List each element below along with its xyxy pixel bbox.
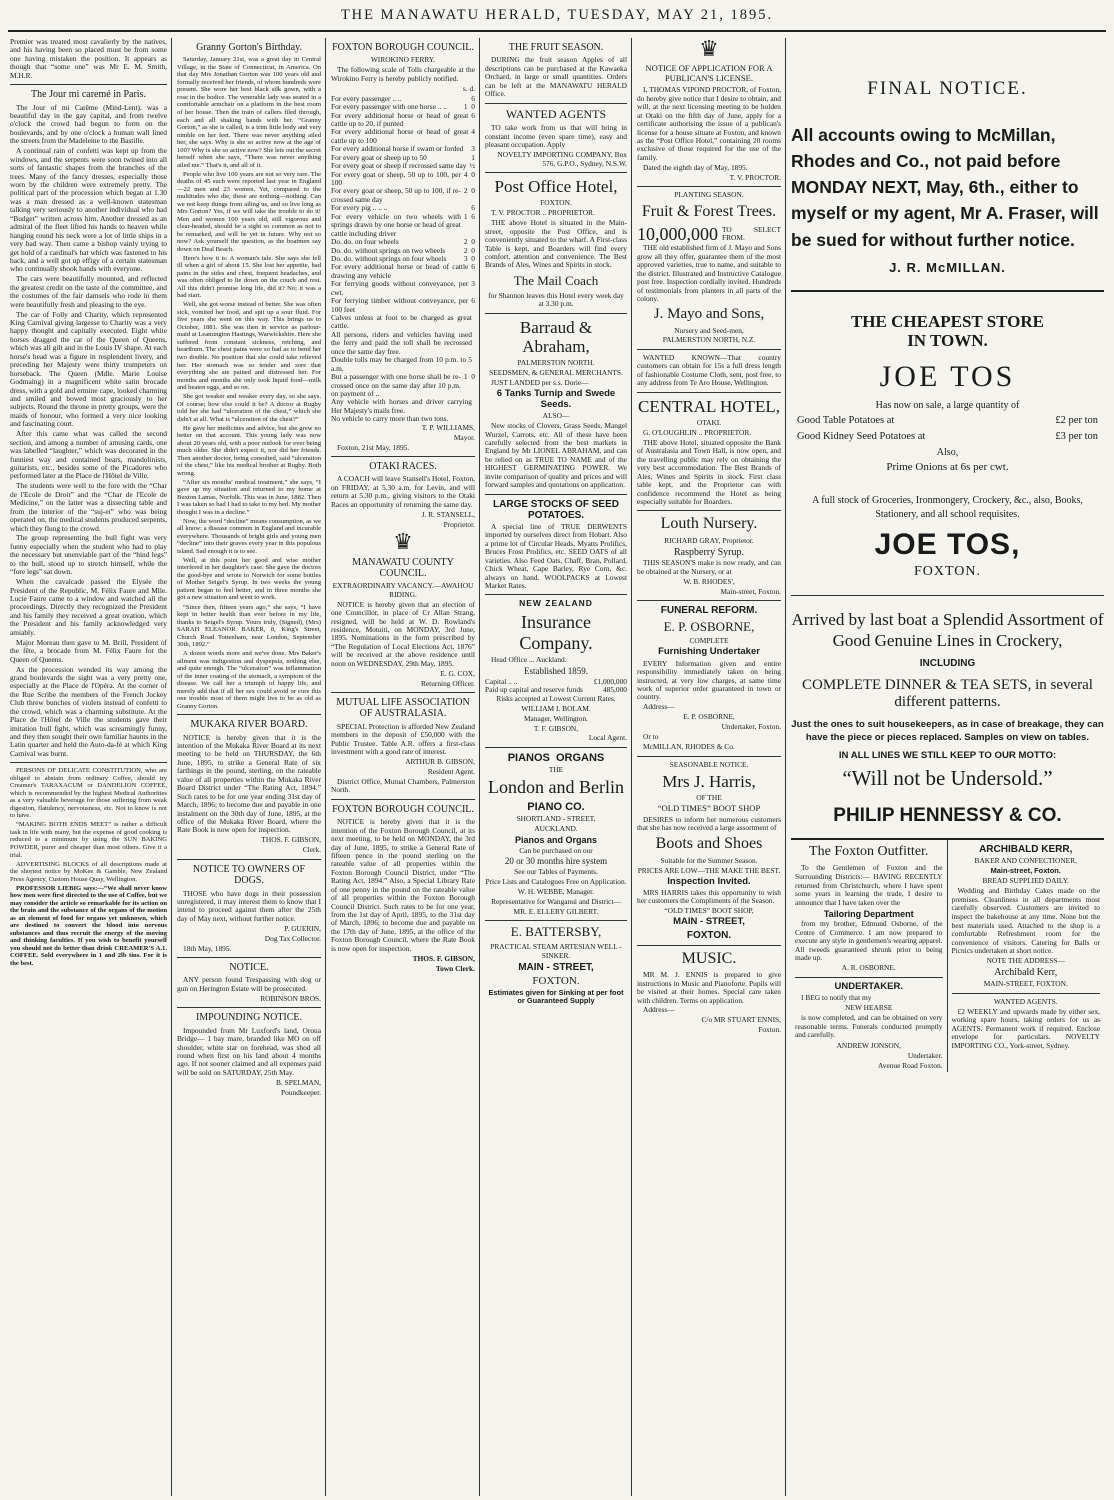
toll-row (331, 297, 475, 314)
toll-price: 3 (471, 144, 475, 154)
town: FOXTON. (532, 974, 580, 987)
advert-heading: FUNERAL REFORM. (660, 605, 758, 617)
signature: J. R. McMILLAN. (889, 259, 1006, 275)
advert-subheading: INCLUDING (919, 658, 976, 670)
advert-heading: Fruit & Forest Trees. (641, 202, 777, 220)
signature-role: Returning Officer. (420, 678, 475, 688)
toll-price: 4 0 (463, 169, 475, 179)
signature: T. F. GIBSON, (533, 723, 579, 733)
signature: E. P. OSBORNE, (683, 712, 735, 722)
notice-heading: NOTICE. (229, 962, 269, 974)
column-6 (787, 38, 1108, 1496)
advert-heading: JOE TOS, (874, 527, 1021, 561)
advert-heading: JOE TOS (879, 360, 1016, 394)
signature: NOVELTY IMPORTING COMPANY, Box 576, G.P.O., Sydney, N.S.W. (497, 150, 627, 168)
date: 18th May, 1895. (183, 943, 232, 953)
advert-text: OF THE (696, 793, 722, 803)
signature: WILLIAM I. BOLAM. (521, 703, 591, 713)
toll-item: But a passenger with one horse shall be re-crossed once on the same day after 10 p.m. on payment of .. (331, 372, 461, 398)
advert-text: JUST LANDED per s.s. Dorie— (491, 378, 589, 388)
advert-heading: CENTRAL HOTEL, (638, 396, 780, 416)
advert-text: Can be purchased on our (519, 845, 593, 855)
toll-price (472, 331, 475, 356)
toll-price: 1 6 (463, 211, 475, 221)
advert-subheading: SEEDSMEN, & GENERAL MERCHANTS. (489, 368, 623, 378)
toll-price: 2 0 (463, 245, 475, 255)
signature-role: Town Clerk. (435, 963, 475, 973)
town: FOXTON. (540, 198, 572, 208)
toll-item: For every goat or sheep, 50 up to 100, if re-crossed same day (331, 186, 461, 204)
toll-item: For every vehicle on two wheels with springs drawn by one horse or head of great cattle including driver (331, 211, 461, 238)
price-label: Good Kidney Seed Potatoes at (797, 431, 926, 443)
advert-text: Or to (643, 732, 659, 742)
toll-row (331, 171, 475, 188)
toll-item: For every passenger .. .. (331, 93, 402, 103)
advert-text: A full stock of Groceries, Ironmongery, Crockery, &c., also, Books, Stationery, and all school requisites. (812, 494, 1083, 520)
toll-price: 3 0 (463, 253, 475, 263)
notice-heading: FOXTON BOROUGH COUNCIL. (332, 803, 474, 815)
paragraph: After this came what was called the second section, and among a number of amusing cards, one was labelled “laughter,” which was decorated in the funniest way and contained bears, mandolinists, guitarists, etc., besides some of the Picadores who performed later at the Place de l'Hôtel de Ville. (10, 429, 167, 481)
big-number: 10,000,000 (637, 223, 718, 244)
final-notice-text: All accounts owing to McMillan, Rhodes and Co., not paid before MONDAY NEXT, May, 6th., either to myself or my agent, Mr A. Fraser, will be sued for without further notice. (791, 124, 1099, 250)
notice-heading: NOTICE TO OWNERS OF DOGS. (192, 863, 306, 887)
advert-label: SEASONABLE NOTICE. (669, 759, 749, 769)
outfitter-advert (791, 840, 948, 1071)
paragraph: When the cavalcade passed the Elysée the President of the Republic, M. Félix Faure and Mlle. Lucie Faure came to a window and watched all the proceedings. Directly they recognized the President and his family they received a great ovation, which the President and his family acknowledged very amiably. (10, 577, 167, 637)
signature: B. SPELMAN, (276, 1077, 321, 1087)
toll-item: For every additional horse if swam or forded (331, 144, 464, 154)
paragraph: The car of Folly and Charity, which represented King Carnival giving largesse to Charity was a very happy thought and capitally executed. Eight white horses dragged the car of the Queen of Queens, which was all gilt and in the Louis IV shape. At each horse's head was a figure in resplendent livery, and preceding her Majesty were thirty trumpeters on horseback. The Queen (Mdle. Marie Louise Godmaing) in a magnificent white satin brocade dress, with a gold and ermine cape, looked charming and smiled and bowed most graciously to her subjects. Round the throne in pretty groups, were the maids of honour, who formed a very nice looking and fascinating court. (10, 309, 167, 429)
advert-subheading: Nursery and Seed-men, (674, 325, 744, 335)
advert-subheading: COMPLETE (689, 636, 729, 646)
advert-text: Estimates given for Sinking at per foot or Guaranteed Supply (488, 987, 624, 1005)
advert-heading: THE FRUIT SEASON. (508, 42, 604, 53)
signature: A. R. OSBORNE. (841, 963, 896, 973)
toll-price: 4 (471, 127, 475, 137)
paragraph: The students were well to the fore with the “Char de l'Ecole de Droit” and the “Char de l'Ecole de Medicine,” on the latter was a dissecting table and from the interior of the “suj-et” who was being operated on, the medical students produced serpents, which they flung to the crowd. (10, 481, 167, 533)
advert-text: TO take work from us that will bring in constant income (even spare time), easy and pleasant occupation. Apply (485, 123, 627, 150)
advert-text: Head Office ... Auckland. (491, 655, 567, 665)
toll-row (331, 280, 475, 297)
advert-heading: ARCHIBALD KERR, (979, 844, 1073, 856)
advert-heading: E. BATTERSBY, (510, 924, 602, 940)
paragraph: Well, she got worse instead of better. She was often sick, vomited her food, and spit up a sour fluid. For five years she went on this way. This brings us to October, 1881. She was then in service as parlour-maid at Leamington Hastings, Warwickshire. Here she suffered from constant sickness, retching, and heartburn. The chest pains were so bad as to bend her two double. No position that she could take relieved her. Her stomach was so tender and sore that everything she ate pained and distressed her. For months and months she only took liquid food—milk and beaten eggs, and so on. (177, 301, 322, 392)
address: District Office, Mutual Chambers, Palmerston North. (331, 776, 475, 795)
signature: ANDREW JONSON, (836, 1040, 901, 1050)
advert-heading: LARGE STOCKS OF SEED POTATOES. (493, 498, 619, 522)
advert-heading: Arrived by last boat a Splendid Assortment of Good Genuine Lines in Crockery, (791, 610, 1104, 650)
signature: C/o MR STUART ENNIS, (701, 1015, 781, 1025)
advert-text: NOTE THE ADDRESS— (986, 956, 1065, 966)
address: MAIN-STREET, FOXTON. (983, 979, 1068, 989)
proprietor: RICHARD GRAY, Proprietor. (664, 535, 754, 545)
signature-role: Undertaker. (907, 1050, 943, 1060)
paragraph: She got weaker and weaker every day, so she says. Of course; how else could it be? A doctor at Rugby told her she had “ulceration of the chest,” which she didn't at all. What is “ulceration of the chest?” (177, 393, 321, 423)
advert-heading: WANTED AGENTS. (993, 996, 1058, 1006)
advert-subheading: PRACTICAL STEAM ARTESIAN WELL - SINKER. (490, 942, 622, 960)
paragraph: “After six months' medical treatment,” she says, “I gave up my situation and returned to my home at Buxton Lamas, Norfolk. This was in June, 1882. Then I was taken so bad I had to take to my bed. My mother thought I was in a decline.” (177, 478, 321, 516)
advert-heading: PHILIP HENNESSY & CO. (833, 804, 1062, 826)
column-4 (481, 38, 631, 1496)
notice-text: THOSE who have dogs in their possession unregistered, it may interest them to know that I intend to proceed against them after the 25th day of May next, without further notice. (177, 888, 321, 923)
notice-text: SPECIAL Protection is afforded New Zealand members in the deposit of £50,000 with the Public Trustee. Table A.R. offers a first-class investment with a good rate of interest. (331, 721, 475, 757)
advert-subheading: Inspection Invited. (667, 875, 751, 887)
advert-heading: MUSIC. (681, 949, 737, 967)
address: Main-street, Foxton. (990, 866, 1061, 876)
signature: ARTHUR B. GIBSON, (405, 757, 475, 767)
advert-text: “OLD TIMES” BOOT SHOP, (664, 906, 754, 916)
notice-heading: OTAKI RACES. (369, 461, 437, 473)
reserve-value: 485,000 (602, 685, 627, 695)
advert-text: Price Lists and Catalogues Free on Application. (485, 877, 627, 887)
advert: PERSONS OF DELICATE CONSTITUTION, who are obliged to abstain from ordinary Coffee, should try Creamer's TARAXACUM or DANDELION COFFEE, which is recommended by the highest Medical Authorities as a very valuable beverage for those suffering from weak digestion, flatulency, nervousness, etc. Not to know is not to have. (10, 767, 167, 820)
toll-row (331, 213, 475, 238)
toll-price: ½ (469, 161, 475, 171)
column-rule (171, 38, 172, 1496)
intro-paragraph: Premier was treated most cavalierly by the natives, and his having been so placed must be from some one having mistaken the position. It appears as though that “some one” was Mr E. M. Smith, M.H.R. (10, 38, 167, 80)
masthead (8, 6, 1106, 32)
advert-text: TO SELECT FROM. (722, 224, 781, 243)
toll-price: 6 (471, 203, 475, 213)
column-5 (633, 38, 785, 1496)
signature: MR. E. ELLERY GILBERT. (513, 906, 599, 916)
toll-item: For every goat or sheep, 50 up to 100, per 100 (331, 169, 461, 188)
address: Address— (643, 702, 675, 712)
signature: J. R. STANSELL, (421, 509, 475, 519)
signature: McMILLAN, RHODES & Co. (643, 742, 735, 752)
toll-row (331, 331, 475, 356)
notice-heading: MANAWATU COUNTY COUNCIL. (352, 556, 454, 579)
column-rule (325, 38, 326, 1496)
advert-text: MRS HARRIS takes this opportunity to wish her customers the Compliments of the Season. (637, 887, 781, 906)
signature-role: Proprietor. (443, 519, 475, 529)
advert-text: IN ALL LINES WE STILL KEEP TO OUR MOTTO: (838, 750, 1057, 762)
toll-price: 2 0 (463, 186, 475, 196)
town: PALMERSTON NORTH. (517, 358, 595, 368)
capital-value: £1,000,000 (593, 676, 627, 686)
notice-subheading: EXTRAORDINARY VACANCY.—AWAHOU RIDING. (332, 581, 474, 599)
paragraph: Well, at this point her good and wise mother interfered in her daughter's case. She gave the doctors the good-bye and wrote to Norwich for some bottles of Mother Seigel's Syrup. In two weeks the young patient began to feel better, and in three months she got a new situation and went to work. (177, 556, 321, 602)
town: FOXTON. (913, 563, 982, 579)
advert-text: ALSO— (542, 411, 570, 421)
advert-text: THE above Hotel, situated opposite the Bank of Australasia and Town Hall, is now open, and the travelling public may rely on obtaining the very best accommodation. The Best Brands of Ales, Wines and Spirits in stock. First class table kept, and the Proprietor can with confidence recommend the Hotel as being especially suitable for Boarders. (637, 437, 781, 506)
advert-text: DURING the fruit season Apples of all descriptions can be purchased at the Kawaeka Orchard, in large or small quantities. Orders can be left at the MANAWATU HERALD Office. (485, 55, 627, 99)
advert-text: DESIRES to inform her numerous customers that she has now received a large assortment of (637, 814, 781, 833)
royal-crest-icon: ♛ (393, 528, 413, 554)
paragraph: A continual rain of confetti was kept up from the windows, and the serpents were soon twined into all sorts of fantastic shapes from the branches of the trees. Many of the fancy dresses, especially those worn by the children were extremely pretty. The political part of the procession which began at 1.30 was a man dressed as a well-known statesman talking very seriously to another individual who had “Budget” written across him. Another dressed as an admiral of the fleet lifted his hands to heaven while hanging round his neck were a lot of little ships in a very bad way. Then came a bishop vainly trying to get hold of a cardinal's hat which was fastened to his back, and a well got up effigy of a certain statesman who continually shook hands with everyone. (10, 146, 167, 274)
notice-text: NOTICE is hereby given that an election of one Councillor, in place of Cr Allan Strang, resigned, will be held at W. D. Rowland's residence, Motuiti, on MONDAY, 3rd June, 1895. Nominations in the form prescribed by “The Regulation of Local Elections Act, 1876” will be received at the above residence until noon on WEDNESDAY, 29th May, 1895. (331, 599, 475, 668)
advert-text: Established 1859. (524, 666, 588, 677)
advert-subheading: NEW HEARSE (845, 1003, 893, 1013)
town: PALMERSTON NORTH, N.Z. (662, 335, 756, 345)
toll-item: For every additional horse or head of great cattle up to 100 (331, 127, 469, 145)
paragraph: As the procession wended its way among the grand boulevards the sight was a very pretty one, especially at the Place de l'Opéra. At the corner of the Rue Scribe the members of the French Jockey Club threw bunches of violets instead of confetti to the crowd, which was a charming substitute. At the Place de l'Hôtel de Ville the students gave their imitation bull fight, which was screamingly funny, and they then sought their own familiar haunts in the Latin quarter and held the Auto-da-fé at which King Carnival was burnt. (10, 664, 167, 758)
toll-row (331, 373, 475, 398)
toll-item: For every passenger with one horse .. .. (331, 102, 447, 112)
signature-role: Mayor. (453, 432, 475, 442)
signature: W. H. WEBBE, Manager. (517, 887, 595, 897)
paragraph: Now, the word “decline” means consumption, as we all know: a disease common in England and incurable everywhere. Thousands of bright girls and young men “decline” into their graves every year in this populous island. Sad enough it is to see. (177, 517, 321, 555)
address: Avenue Road Foxton. (877, 1060, 943, 1070)
advert-text: for Shannon leaves this Hotel every week day at 3.30 p.m. (488, 290, 624, 309)
advert-heading: Mrs J. Harris, (662, 772, 756, 791)
signature-role: Undertaker, Foxton. (721, 722, 781, 732)
town: Foxton. (758, 1025, 781, 1035)
advert-text: WANTED KNOWN—That country customers can obtain for 15s a full dress length of fashionable Costume Cloth, sent, post free, to any address from Te Aro House, Wellington. (637, 352, 781, 388)
reserve-label: Paid up capital and reserve funds (485, 685, 583, 695)
paragraph: He gave her medicines and advice, but she grew no better on that account. This young lady was now about 20 years old, with a poor outlook for ever being much older. She didn't expect it, nor did her friends. Then another doctor, being consulted, said “ulceration of the chest,” like his medical brother at Rugby. Both wrong. (177, 424, 321, 477)
date: Dated the eighth day of May, 1895. (643, 162, 748, 172)
advert-text: Suitable for the Summer Season. (660, 855, 758, 865)
paragraph: People who live 100 years are not so very rare. The deaths of 45 such were reported last year in England—22 men and 23 women. Yet, compared to the multitudes who die, these are nothing—nothing. Can we not keep things from ailing us, and so live long as Mrs Gorton? Yes, if we will take the trouble to do it! Men and women 100 years old, still vigorous and clear-headed, should be a sight so common as not to be remarked, and will be yet in future. Why not so now? Ask yourself the question, as the boatmen say down on Deal Beach. (177, 170, 321, 253)
toll-price: 3 (471, 279, 475, 289)
capital-label: Capital .. .. (485, 676, 518, 686)
advert-subheading: “OLD TIMES” BOOT SHOP (657, 803, 761, 814)
advert: “MAKING BOTH ENDS MEET” is rather a difficult task in life with many, but the expense of good cooking is reduced to a minimum by using the SUN BAKING POWDER, purer and cheaper than most others. Give it a trial. (10, 821, 167, 859)
signature: W. B. RHODES', (683, 576, 735, 586)
address: MAIN - STREET, (673, 916, 745, 928)
toll-item: For ferrying goods without conveyance, per cwt. (331, 279, 469, 297)
baker-advert (948, 840, 1105, 1071)
advert-subheading: Raspberry Syrup. (674, 546, 744, 558)
advert-text: Also, (936, 447, 959, 459)
advert: PROFESSOR LIEBIG says:—“We shall never know how men were first directed to the use of Coffee, but we may consider the article so remarkable for its action on the brain and the substance of the organs of the motion as an element of food for organs yet unknown, which are destined to convert the blood into nervous substances and thus recruit the energy of the moving and thinking faculties. If you wish to benefit yourself you should not do better than drink CREAMER'S A.1. COFFEE. Sold everywhere in 1 and 2lb tins. For it is the best. (10, 884, 167, 967)
signature: THOS. F. GIBSON, (261, 835, 321, 845)
toll-price: 6 (471, 296, 475, 306)
signature: T. V. PROCTOR. (729, 172, 781, 182)
toll-table (331, 95, 475, 424)
toll-item: For every pig .. .. .. (331, 203, 388, 213)
price-value: £2 per ton (1055, 414, 1098, 426)
advert-heading: Boots and Shoes (655, 835, 763, 853)
advert-heading: Post Office Hotel, (494, 176, 618, 196)
toll-item: No vehicle to carry more than two tons. (331, 414, 449, 424)
column-rule (479, 38, 480, 1496)
toll-row (331, 398, 475, 415)
toll-price: 6 (471, 262, 475, 272)
advert-heading: London and Berlin (488, 777, 624, 798)
column-3 (327, 38, 479, 1496)
advert-text: Risks accepted at Lowest Current Rates. (496, 693, 616, 703)
advert-text: EVERY Information given and entire responsibility immediately taken on being instructed, at very low charges, at same time work of superior order guaranteed in town or country. (637, 658, 781, 702)
advert-text: Wedding and Birthday Cakes made on the premises. Cleanliness in all departments most carefully observed. Customers are invited to inspect the bakehouse at any time. None but the best materials used. Attached to the shop is a comfortable Refreshment room for the convenience of visitors. Catering for Balls or Picnics undertaken at short notice. (951, 886, 1100, 956)
advert-label: PLANTING SEASON. (674, 190, 744, 200)
toll-row (331, 263, 475, 280)
advert-subheading: BAKER AND CONFECTIONER, (974, 856, 1077, 866)
paragraph: Major Moreau then gave to M. Brill, President of the fête, a brocade from M. Félix Faure for the Queen of Queens. (10, 637, 167, 664)
toll-item: For every goat or sheep if recrossed same day (331, 161, 467, 171)
advert-text: Representative for Wanganui and District— (491, 897, 621, 907)
toll-item: Calves unless at foot to be charged as great cattle. (331, 313, 472, 331)
toll-row (331, 112, 475, 129)
advert-subheading: Furnishing Undertaker (658, 646, 760, 658)
town: OTAKI. (696, 418, 722, 428)
advert-text: 20 or 30 months hire system (504, 856, 608, 867)
advert-text: To the Gentlemen of Foxton and the Surrounding Districts:— HAVING RECENTLY returned from Christchurch, where I have spent some years in learning the trade, I desire to announce that I have taken over the (795, 863, 943, 907)
notice-text: ANY person found Trespassing with dog or gun on Herington Estate will be prosecuted. (177, 975, 321, 993)
notice-text: I, THOMAS VIPOND PROCTOR, of Foxton, do hereby give notice that I desire to obtain, and will, at the next licensing meeting to be holden at Otaki on the fifth day of June, apply for a certificate authorising the issue of a publican's license for a house situate at Foxton, and known as the “Post Office Hotel,” containing 20 rooms exclusive of those required for the use of the family. (637, 85, 781, 162)
notice-heading: IMPOUNDING NOTICE. (195, 1012, 303, 1024)
notice-text: NOTICE is hereby given that it is the intention of the Mukaka River Board at its next meeting to be held on THURSDAY, the 6th June, 1895, to strike a General Rate of six farthings in the pound, sterling, on the rateable value of all properties within the Mukaka River Board District under “The Rating Act, 1894.” Such rates to be for one year ending 31st day of March, 1896; to become due and payable in one instalment on the 30th day of June, 1895, at the office of the Mukaka River Board, where the Rate Book is now open for inspection. (177, 732, 321, 835)
signature: Archibald Kerr, (994, 967, 1058, 979)
paragraph: Saturday, January 21st, was a great day in Central Village, in the State of Connecticut, in America. On that day Mrs Jonathan Gorton was 100 years old and formally received her friends, of whom hundreds were present. She wore her best black silk gown, with a rose in the bodice. The venerable lady was seated in a comfortable armchair on a platform in the best room of her house. Then the train of callers filed through, each and all shaking hands with her. “Granny Gorton,” as she is called, is a trim little body and very nimble on her feet. There was never anything ailed her, she says. Why is she so active now at the age of 100? Why is she so active now? She lets out the secret herself when she says, “There was never anything ailed me.” That's it, and all of it. (177, 56, 321, 169)
address: Address— (643, 1005, 675, 1015)
notice-text: NOTICE is hereby given that it is the intention of the Foxton Borough Council, at its next meeting, to be held on MONDAY, the 3rd day of June, 1895, to strike a General Rate of fifteen pence in the pound sterling on the rateable value of all properties within the Foxton Borough Council District, under “The Rating Act, 1894.” Also, a Special Library Rate of one penny in the pound on the rateable value of all properties within the Foxton Borough Council District. Such rates to be for one year, from the 1st day of April, 1895, to the 31st day of March, 1896; to become due and payable on the 17th day of June, 1895, at the office of the Foxton Borough Council, where the Rate Book is now open for inspection. (331, 817, 475, 953)
advert-heading: UNDERTAKER. (834, 981, 903, 992)
signature-role: Local Agent. (588, 733, 627, 743)
advert-heading: Barraud & Abraham, (519, 317, 593, 356)
advert-heading: WANTED AGENTS (505, 106, 607, 121)
toll-price (472, 356, 475, 373)
toll-item: For every additional horse or head of cattle drawing any vehicle (331, 262, 469, 280)
notice-subheading: WIROKINO FERRY. (370, 55, 436, 65)
address: MAIN - STREET, (518, 961, 594, 973)
advert-text: THE (548, 764, 564, 774)
toll-price: 1 0 (463, 372, 475, 382)
signature-role: Poundkeeper. (280, 1087, 321, 1097)
toll-item: Do. do. without springs on two wheels (331, 245, 446, 255)
advert-text: A special line of TRUE DERWENTS imported by ourselves direct from Hobart. Also a prime lot of Circular Heads, Myatts Prolifics, Bruces Frost Prolifics, etc. SEED OATS of all varieties. Also Feed Oats, Chaff, Bran, Pollard, Chick Wheat, Cape Barley, Rye Corn, &c. always on hand. WOOLPACKS at Lowest Market Rates. (485, 521, 627, 590)
toll-item: Do. do. on four wheels (331, 237, 399, 247)
toll-row (331, 128, 475, 145)
final-notice-heading: FINAL NOTICE. (867, 78, 1028, 99)
notice-heading: NOTICE OF APPLICATION FOR A PUBLICAN'S LICENSE. (645, 63, 773, 83)
toll-price: 1 0 (463, 102, 475, 112)
advert-text: Has now on sale, a large quantity of (875, 399, 1020, 411)
advert-heading: The Foxton Outfitter. (809, 844, 929, 860)
advert-heading: Insurance Company. (519, 612, 593, 653)
signature-role: Clerk. (302, 845, 321, 855)
notice-text: The following scale of Tolls chargeable at the Wirokino Ferry is hereby publicly notified. (331, 65, 475, 83)
paragraph: The cars were beautifully mounted, and reflected the greatest credit on the taste of the committee, and the costumes of the fair damsels who rode in them were beautifully fresh and pleasing to the eye. (10, 274, 167, 309)
advert-text: MR M. J. ENNIS is prepared to give instructions in Music and Pianoforte. Pupils will be visited at their homes. Special care taken with children. Terms on application. (637, 970, 781, 1005)
paragraph: Here's how it is: A woman's tale. She says she fell ill when a girl of about 15. She lost her appetite, had pains in the sides and chest, frequent headaches, and was often obliged to lie down on the couch and rest. All this didn't promise long life, did it? No; it was a bad start. (177, 254, 321, 300)
advert-heading: E. P. OSBORNE, (663, 618, 755, 634)
signature: THOS. F. GIBSON, (412, 953, 475, 963)
advert-subheading: Tailoring Department (823, 908, 914, 919)
motto: “Will not be Undersold.” (842, 765, 1053, 790)
signature: T. P. WILLIAMS, (421, 422, 475, 432)
notice-text: A COACH will leave Stansell's Hotel, Foxton, on FRIDAY, at 5.30 a.m. for Levin, and will return at 5.30 p.m., giving visitors to the Otaki Races an opportunity of returning the same day. (331, 474, 475, 509)
signature-role: Resident Agent. (427, 767, 475, 777)
advert-text: Just the ones to suit housekeepers, as in case of breakage, they can have the piece or pieces replaced. Samples on view on tables. (791, 719, 1104, 743)
toll-price: 2 0 (463, 237, 475, 247)
advert-heading: J. Mayo and Sons, (653, 306, 765, 323)
advert-heading: Louth Nursery. (660, 515, 758, 533)
advert-subheading: BREAD SUPPLIED DAILY. (982, 876, 1069, 886)
toll-row (331, 314, 475, 331)
toll-item: All persons, riders and vehicles having used the ferry and paid the toll shall be recrossed once the same day free. (331, 329, 472, 356)
advert-text: See our Tables of Payments. (514, 867, 598, 877)
advert-subheading: Pianos and Organs (514, 834, 598, 845)
advert-text: I BEG to notify that my (801, 993, 872, 1003)
town: FOXTON. (686, 929, 732, 941)
advert-subheading: The Mail Coach (513, 272, 599, 288)
advert-text: New stocks of Clovers, Grass Seeds, Mangel Wurzel, Carrots, etc. All of these have been carefully selected from the best markets in England by Mr LIONEL ABRAHAM, and can be relied on as TRUE TO NAME and of the HIGHEST GERMINATING POWER. We invite comparison of quality and prices and will forward samples and quotations on application. (485, 421, 627, 490)
date: Foxton, 21st May, 1895. (337, 442, 410, 452)
advert-text: £2 WEEKLY and upwards made by either sex, working spare hours, taking orders for us as AGENTS. Permanent work if required. Enclose envelope for particulars. NOVELTY IMPORTING CO., York-street, Sydney. (951, 1006, 1100, 1050)
column-rule (785, 38, 786, 1496)
masthead-title: THE MANAWATU HERALD, TUESDAY, MAY 21, 1895. (340, 7, 774, 23)
toll-row (331, 356, 475, 373)
paragraph: “Since then, fifteen years ago,” she says, “I have kept in better health than ever before in my life, thanks to Seigel's Syrup. Yours truly, (Signed), (Mrs) SARAH ELEANOR BAKER, 8, King's Street, Church Road Tottenham, near London, September 30th, 1892.” (177, 603, 321, 649)
notice-text: Impounded from Mr Luxford's land, Oroua Bridge— 1 bay mare, branded like MO on off shoulder, white star on forehead, was shod all round when first on his land about 4 months ago. If not sooner claimed and all expenses paid will be sold on SATURDAY, 25th May. (177, 1025, 321, 1077)
paragraph: The Jour of mi Carême (Mind-Lent), was a beautiful day in the gay capital, and from twelve o'clock the crowd had begun to form on the boulevards, and by one o'clock a human wall lined the streets from the Madeleine to the Bastille. (10, 102, 167, 146)
advert-text: Prime Onions at 6s per cwt. (886, 461, 1009, 474)
advert-text: THE old established firm of J. Mayo and Sons grow all they offer, guarantee them of the most approved varieties, true to name, and suitable to the district. Illustrated and Instructive Catalogue post free. Inspection cordially invited. Hundreds of testimonials from planters in all parts of the colony. (637, 243, 781, 303)
toll-item: Any vehicle with horses and driver carrying Her Majesty's mails free. (331, 397, 472, 415)
advert-heading: COMPLETE DINNER & TEA SETS, in several different patterns. (802, 677, 1093, 711)
toll-price: 6 (471, 110, 475, 120)
advert-label: NEW ZEALAND (519, 598, 593, 609)
toll-item: For every additional horse or head of great cattle up to 20, if punted (331, 110, 469, 128)
toll-item: For ferrying timber without conveyance, per 100 feet (331, 296, 469, 314)
toll-price: 1 (471, 152, 475, 162)
advert-text: PRICES ARE LOW—THE MAKE THE BEST. (637, 865, 781, 875)
proprietor: G. O'LOUGHLIN .. PROPRIETOR. (643, 427, 752, 437)
address: SHORTLAND - STREET, (516, 813, 596, 823)
price-value: £3 per ton (1055, 431, 1098, 443)
toll-price (472, 314, 475, 331)
royal-crest-icon: ♛ (699, 38, 719, 61)
advert: ADVERTISING BLOCKS of all descriptions made at the shortest notice by MoKee & Gamble, New Zealand Press Agency, Custom House Quay, Wellington. (10, 860, 167, 883)
article-heading: Granny Gorton's Birthday. (196, 42, 302, 53)
paragraph: The group representing the bull fight was very funny especially when the student who had to play the necessary but unenviable part of the “hind legs” to the bull, stood up to stretch himself, while the “fore legs” sat down. (10, 533, 167, 577)
currency-header: s. d. (462, 83, 475, 93)
article-heading: The Jour mi caremé in Paris. (31, 89, 146, 101)
toll-row (331, 187, 475, 204)
signature-role: Manager, Wellington. (523, 713, 589, 723)
toll-price: 6 (471, 93, 475, 103)
toll-price (472, 398, 475, 415)
notice-heading: MUKAKA RIVER BOARD. (190, 719, 308, 731)
signature: ROBINSON BROS. (260, 993, 321, 1003)
notice-heading: FOXTON BOROUGH COUNCIL. (332, 42, 474, 53)
advert-label: PIANOS ORGANS (507, 751, 605, 764)
advert-text: from my brother, Edmund Osborne, of the Centre of Commerce. I am now prepared to execute any style in gentlemen's wearing apparel. All tweeds guaranteed shrunk prior to being made up. (795, 919, 943, 963)
signature: E. G. COX, (440, 668, 475, 678)
toll-item: For every goat or sheep up to 50 (331, 152, 427, 162)
signature: P. GUERIN, (284, 923, 321, 933)
address: Main-street, Foxton. (720, 586, 781, 596)
paragraph: A dozen words more and we've done. Mrs Baker's ailment was indigestion and dyspepsia, nothing else, and quite enough. The “ulceration” was inflammation of the inner coating of the stomach, a symptom of the disease. We call her a triumph of happy life, and merely add that if all her sex could avoid or cure this one trouble most of them might live to be as old as Granny Gorton. (177, 650, 321, 710)
notice-heading: MUTUAL LIFE ASSOCIATION OF AUSTRALASIA. (336, 697, 470, 720)
advert-subheading: 6 Tanks Turnip and Swede Seeds. (496, 388, 616, 410)
toll-item: Double tolls may be charged from 10 p.m. to 5 a.m. (331, 355, 472, 373)
price-label: Good Table Potatoes at (797, 414, 895, 426)
column-1 (6, 38, 171, 1496)
proprietor: T. V. PROCTOR .. PROPRIETOR. (491, 208, 595, 218)
advert-text: is now completed, and can be obtained on very reasonable terms. Funerals conducted promptly and carefully. (795, 1013, 943, 1040)
column-2 (173, 38, 325, 1496)
column-rule (631, 38, 632, 1496)
advert-text: THE above Hotel is situated in the Main-street, opposite the Post Office, and is conveniently situated to the wharf. A First-class Table is kept, and Boarders will find every comfort, attention and convenience. The Best Brands of Ales, Wines and Spirits in stock. (485, 218, 627, 270)
advert-subheading: PIANO CO. (527, 800, 585, 813)
advert-heading: THE CHEAPEST STORE IN TOWN. (850, 311, 1045, 351)
town: AUCKLAND. (534, 823, 578, 833)
toll-item: Do. do. without springs on four wheels (331, 253, 447, 263)
signature-role: Dog Tax Collector. (264, 933, 321, 943)
advert-text: THIS SEASON'S make is now ready, and can be obtained at the Nursery, or at (637, 558, 781, 576)
